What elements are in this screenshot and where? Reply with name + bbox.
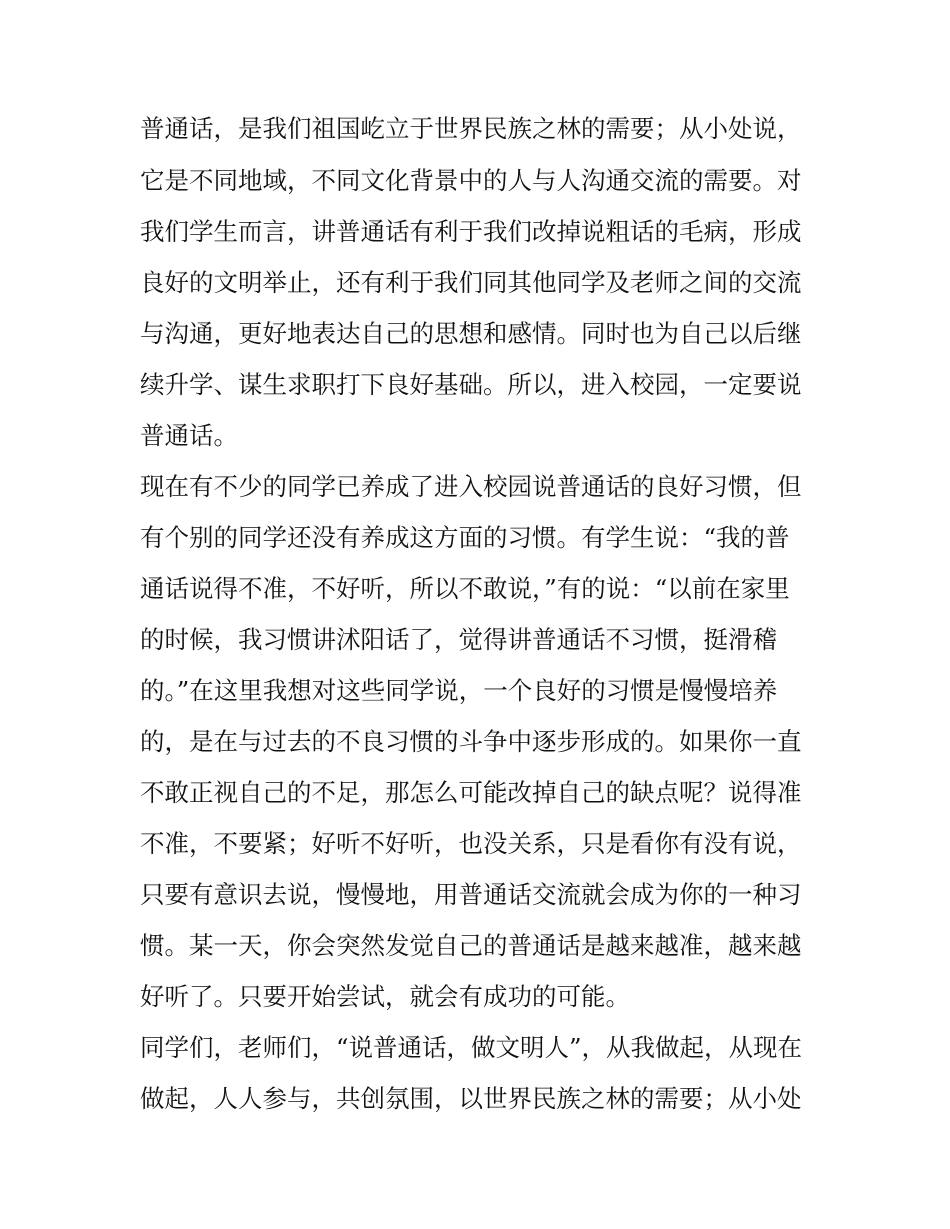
text-line: 续升学、谋生求职打下良好基础。所以，进入校园，一定要说 <box>140 370 802 399</box>
text-line: 好听了。只要开始尝试，就会有成功的可能。 <box>140 982 630 1011</box>
text-line: 的时候，我习惯讲沭阳话了，觉得讲普通话不习惯，挺滑稽 <box>140 625 777 654</box>
text-line: 惯。某一天，你会突然发觉自己的普通话是越来越准，越来越 <box>140 931 802 960</box>
text-line: 普通话，是我们祖国屹立于世界民族之林的需要；从小处说， <box>140 114 802 143</box>
text-line: 同学们，老师们，“说普通话，做文明人”，从我做起，从现在 <box>140 1033 803 1062</box>
text-line: 的。”在这里我想对这些同学说，一个良好的习惯是慢慢培养 <box>140 676 778 705</box>
text-line: 现在有不少的同学已养成了进入校园说普通话的良好习惯，但 <box>140 472 802 501</box>
text-line: 良好的文明举止，还有利于我们同其他同学及老师之间的交流 <box>140 268 802 297</box>
text-line: 不敢正视自己的不足，那怎么可能改掉自己的缺点呢？说得准 <box>140 778 802 807</box>
text-line: 我们学生而言，讲普通话有利于我们改掉说粗话的毛病，形成 <box>140 217 802 246</box>
text-line: 通话说得不准，不好听，所以不敢说，”有的说：“以前在家里 <box>140 574 790 603</box>
text-line: 不准，不要紧；好听不好听，也没关系，只是看你有没有说， <box>140 829 802 858</box>
text-line: 的，是在与过去的不良习惯的斗争中逐步形成的。如果你一直 <box>140 727 802 756</box>
text-line: 有个别的同学还没有养成这方面的习惯。有学生说：“我的普 <box>140 523 790 552</box>
text-line: 与沟通，更好地表达自己的思想和感情。同时也为自己以后继 <box>140 319 802 348</box>
text-line: 普通话。 <box>140 421 238 450</box>
text-line: 做起，人人参与，共创氛围，以世界民族之林的需要；从小处 <box>140 1084 802 1113</box>
text-line: 它是不同地域，不同文化背景中的人与人沟通交流的需要。对 <box>140 166 802 195</box>
text-line: 只要有意识去说，慢慢地，用普通话交流就会成为你的一种习 <box>140 880 802 909</box>
